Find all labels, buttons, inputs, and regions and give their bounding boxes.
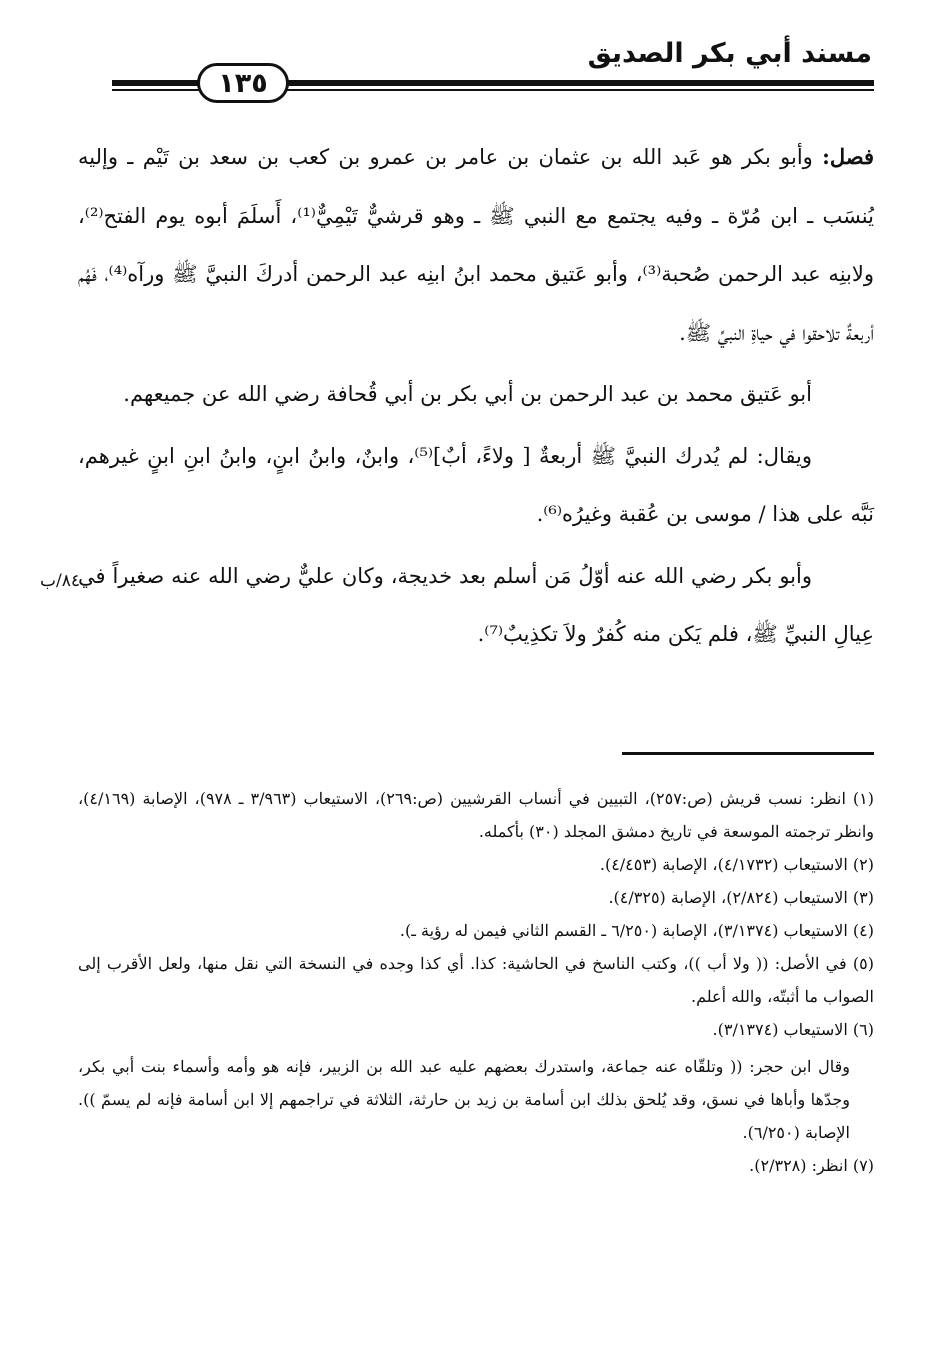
manuscript-folio-note: ٨٤/ب (40, 571, 80, 591)
paragraph-4: وأبو بكر رضي الله عنه أوّلُ مَن أسلم بعد خديجة، وكان عليٌّ رضي الله عنه صغيراً في عِيالِ النبيِّ ﷺ، فلم يَكن منه كُفرٌ ولاَ تكذِيبٌ⁽⁷⁾. (78, 563, 874, 646)
footnote-7: (٧) انظر: (٢/٣٢٨). (749, 1156, 874, 1175)
paragraph-2: أبو عَتيق محمد بن عبد الرحمن بن أبي بكر بن أبي قُحافة رضي الله عن جميعهم. (123, 382, 812, 406)
footnote-5: (٥) في الأصل: (( ولا أب ))، وكتب الناسخ في الحاشية: كذا. أي كذا وجده في النسخة التي نقل منها، ولعل الأقرب إلى الصواب ما أثبتّه، والله أعلم. (78, 954, 874, 1006)
page-number: ١٣٥ (218, 67, 268, 99)
footnote-6: (٦) الاستيعاب (٣/١٣٧٤). (712, 1020, 874, 1039)
footnote-separator (622, 752, 874, 755)
paragraph-3: ويقال: لم يُدرك النبيَّ ﷺ أربعةٌ [ ولاءً، أبٌ]⁽⁵⁾، وابنٌ، وابنُ ابنٍ، وابنُ ابنِ ابنٍ غيرهم، نَبَّه على هذا / موسى بن عُقبة وغيرُه⁽⁶⁾. (78, 443, 874, 526)
footnote-4: (٤) الاستيعاب (٣/١٣٧٤)، الإصابة (٦/٢٥٠ ـ القسم الثاني فيمن له رؤية ـ). (399, 921, 874, 940)
running-header-title: مسند أبي بكر الصديق (587, 38, 872, 69)
footnote-2: (٢) الاستيعاب (٤/١٧٣٢)، الإصابة (٤/٤٥٣). (599, 855, 874, 874)
main-text (78, 128, 874, 664)
page-number-badge (197, 63, 289, 103)
footnote-3: (٣) الاستيعاب (٢/٨٢٤)، الإصابة (٤/٣٢٥). (608, 888, 874, 907)
section-lead-word: فصل: (822, 144, 874, 169)
footnotes (78, 782, 874, 1182)
paragraph-1 (78, 128, 874, 362)
footnote-6-quote: وقال ابن حجر: (( وتلقّاه عنه جماعة، واستدرك بعضهم عليه عبد الله بن الزبير، فإنه هو وأمه وأسماء بنت أبي بكر، وجدّها وأباها في نسق، وقد يُلحق بذلك ابن أسامة بن زيد بن حارثة، الثلاثة في تراجمهم إلا ابن أسامة فإنه لم يسمّ )). الإصابة (٦/٢٥٠). (78, 1057, 850, 1142)
paragraph-1-text: وأبو بكر هو عَبد الله بن عثمان بن عامر بن عمرو بن كعب بن سعد بن تَيْم ـ وإليه يُنسَب ـ ابن مُرّة ـ وفيه يجتمع مع النبي ﷺ ـ وهو قرشيٌّ تَيْمِيٌّ⁽¹⁾، أَسلَمَ أبوه يوم الفتح⁽²⁾، ولابنِه عبد الرحمن صُحبة⁽³⁾، وأبو عَتيق محمد ابنُ ابنِه عبد الرحمن أدركَ النبيَّ ﷺ ورآه⁽⁴⁾، فَهُم أربعةٌ تلاحقوا في حياةِ النبيِّ ﷺ. (78, 145, 874, 345)
footnote-1: (١) انظر: نسب قريش (ص:٢٥٧)، التبيين في أنساب القرشيين (ص:٢٦٩)، الاستيعاب (٣/٩٦٣ ـ ٩٧٨)، الإصابة (٤/١٦٩)، وانظر ترجمته الموسعة في تاريخ دمشق المجلد (٣٠) بأكمله. (78, 789, 875, 841)
